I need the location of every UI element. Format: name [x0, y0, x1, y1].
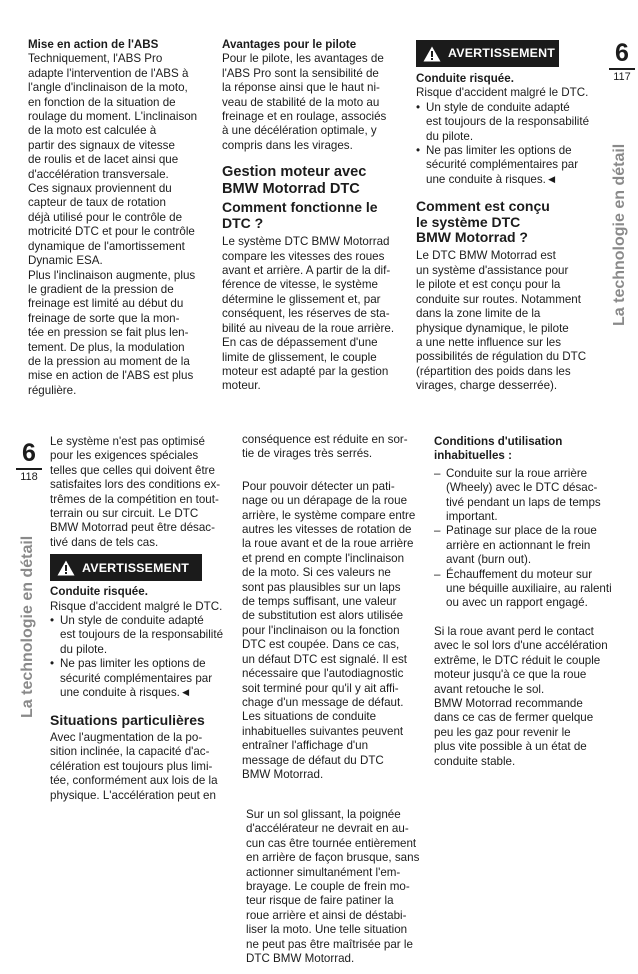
- title-line: DTC ?: [222, 214, 264, 231]
- how-dtc-works-text: [222, 235, 410, 393]
- text-line: telles que celles qui doivent être: [50, 463, 215, 477]
- text-line: • Un style de conduite adapté: [60, 614, 204, 628]
- text-line: nage ou un dérapage de la roue: [242, 494, 408, 508]
- page-number: 117: [613, 71, 631, 83]
- text-line: chage d'un message de défaut.: [242, 695, 404, 709]
- warning-bullet-list: [50, 614, 236, 700]
- text-line: avant et arrière. A partir de la dif-: [222, 264, 391, 278]
- text-line: avant (burn out).: [446, 553, 532, 567]
- bottom-col1: [50, 435, 236, 803]
- text-line: a une nette influence sur les: [416, 335, 562, 349]
- text-line: veau de stabilité de la moto au: [222, 95, 380, 109]
- text-line: cun cas être tournée entièrement: [246, 836, 417, 850]
- dash-list-item: [434, 568, 624, 611]
- text-line: avant retouche le sol.: [434, 682, 545, 696]
- text-line: d'accélérateur ne devrait en au-: [246, 822, 409, 836]
- text-line: Pour pouvoir détecter un pati-: [242, 479, 395, 493]
- text-line: tie de virages très serrés.: [242, 447, 373, 461]
- text-line: et prend en compte l'inclinaison: [242, 551, 405, 565]
- text-line: actionner simultanément l'em-: [246, 865, 401, 879]
- text-line: Pour le pilote, les avantages de: [222, 52, 384, 66]
- text-line: à une décélération optimale, y: [222, 124, 377, 138]
- text-line: inhabituelles suivantes peuvent: [242, 724, 404, 738]
- heading-unusual-conditions: [434, 435, 624, 464]
- text-line: virages, charge desserrée).: [416, 379, 558, 393]
- text-line: une conduite à risques.◄: [426, 172, 558, 186]
- text-line: Le système n'est pas optimisé: [50, 435, 205, 448]
- text-line: tivé pendant un laps de temps: [446, 495, 601, 509]
- bullet-item: [416, 144, 602, 187]
- text-line: sécurité complémentaires par: [426, 158, 579, 172]
- page-number-118: [16, 440, 42, 484]
- text-line: le gradient de la pression de: [28, 282, 174, 296]
- heading-abs-activation: Mise en action de l'ABS: [28, 38, 159, 51]
- abs-activation-text: [28, 52, 213, 398]
- text-line: sition inclinée, la capacité d'ac-: [50, 745, 210, 759]
- text-line: freinage de sorte que la mon-: [28, 311, 180, 325]
- slip-detection-text: [242, 480, 430, 783]
- text-line: Dynamic ESA.: [28, 254, 103, 268]
- text-line: tement. De plus, la modulation: [28, 340, 185, 354]
- text-line: arrière en actionnant le frein: [446, 538, 591, 552]
- title-line: Conditions d'utilisation: [434, 435, 563, 448]
- rider-benefits-text: [222, 52, 410, 153]
- text-line: freinage et en roulage, associés: [222, 110, 387, 124]
- text-line: • Ne pas limiter les options de: [60, 657, 206, 671]
- text-line: en arrière de façon brusque, sans: [246, 851, 420, 865]
- text-line: • Un style de conduite adapté: [426, 100, 570, 114]
- text-line: Le DTC BMW Motorrad est: [416, 249, 556, 263]
- text-line: – Échauffement du moteur sur: [446, 567, 593, 581]
- subsection-title-dtc-design: [416, 199, 602, 245]
- text-line: de temps suffisant, une valeur: [242, 595, 397, 609]
- dtc-design-text: [416, 249, 602, 393]
- text-line: de la moto est calculée à: [28, 124, 157, 138]
- bottom-col2: [242, 433, 430, 782]
- text-line: peu les gaz pour revenir le: [434, 725, 571, 739]
- text-line: En cas de dépassement d'une: [222, 336, 378, 350]
- text-line: de la pression au moment de la: [28, 354, 190, 368]
- text-line: Les situations de conduite: [242, 710, 377, 724]
- text-line: tivé dans de tels cas.: [50, 535, 159, 549]
- text-line: brayage. Le couple de frein mo-: [246, 880, 410, 894]
- text-line: déjà utilisé pour le contrôle de: [28, 210, 183, 224]
- text-line: dans la zone limite de la: [416, 307, 541, 321]
- bullet-item: [416, 101, 602, 144]
- text-line: important.: [446, 510, 498, 524]
- text-line: terrain ou sur circuit. Le DTC: [50, 507, 199, 521]
- text-line: pour les exigences spéciales: [50, 449, 199, 463]
- warning-banner: [416, 40, 559, 67]
- text-line: le pilote et est conçu pour la: [416, 278, 561, 292]
- unusual-conditions-list: [434, 467, 624, 611]
- text-line: (répartition des poids dans les: [416, 364, 571, 378]
- warning-text: Risque d'accident malgré le DTC.: [50, 599, 223, 613]
- bottom-col3: [434, 435, 624, 769]
- text-line: de la moto. Si ces valeurs ne: [242, 566, 391, 580]
- warning-triangle-icon: [423, 46, 441, 62]
- text-line: Si la roue avant perd le contact: [434, 624, 594, 638]
- text-line: teur risque de faire patiner la: [246, 894, 394, 908]
- system-limits-text: [50, 435, 236, 550]
- text-line: • Ne pas limiter les options de: [426, 144, 572, 158]
- text-line: roulage du moment. L'inclinaison: [28, 110, 198, 124]
- text-line: pour l'inclinaison ou la fonction: [242, 623, 400, 637]
- text-line: régulière.: [28, 383, 77, 397]
- text-line: célération est toujours plus limi-: [50, 759, 213, 773]
- slippery-road-text: [246, 808, 436, 966]
- text-line: arrière, le système compare entre: [242, 508, 416, 522]
- text-line: satisfaites lors des conditions ex-: [50, 478, 221, 492]
- text-line: message de défaut du DTC: [242, 753, 384, 767]
- warning-text: Risque d'accident malgré le DTC.: [416, 86, 589, 100]
- text-line: adapte l'intervention de l'ABS à: [28, 66, 189, 80]
- title-line: inhabituelles :: [434, 449, 512, 463]
- text-line: l'angle d'inclinaison de la moto,: [28, 81, 188, 95]
- text-line: sont pas plausibles sur un laps: [242, 580, 401, 594]
- text-line: l'ABS Pro sont la sensibilité de: [222, 66, 379, 80]
- bullet-item: [50, 657, 236, 700]
- text-line: (Wheely) avec le DTC désac-: [446, 481, 598, 495]
- text-line: une conduite à risques.◄: [60, 686, 192, 700]
- warning-triangle-icon: [57, 560, 75, 576]
- tight-bends-text: [242, 433, 430, 462]
- text-line: autres les vitesses de rotation de: [242, 523, 412, 537]
- text-line: entraîner l'affichage d'un: [242, 739, 369, 753]
- page-number-117: [609, 40, 635, 84]
- text-line: conduite sur routes. Notamment: [416, 292, 581, 306]
- text-line: Plus l'inclinaison augmente, plus: [28, 268, 196, 282]
- bullet-item: [50, 614, 236, 657]
- title-line: BMW Motorrad ?: [416, 229, 528, 246]
- warning-banner: [50, 554, 202, 581]
- text-line: compris dans les virages.: [222, 138, 353, 152]
- text-line: motricité DTC et pour le contrôle: [28, 225, 195, 239]
- text-line: Techniquement, l'ABS Pro: [28, 52, 163, 66]
- dash-list-item: [434, 467, 624, 525]
- text-line: sécurité complémentaires par: [60, 671, 213, 685]
- text-line: dynamique de l'amortissement: [28, 239, 185, 253]
- text-line: bilité au niveau de la roue arrière.: [222, 321, 395, 335]
- title-line: Gestion moteur avec: [222, 164, 367, 181]
- text-line: la réponse ainsi que le haut ni-: [222, 81, 380, 95]
- text-line: Sur un sol glissant, la poignée: [246, 808, 401, 821]
- text-line: Le système DTC BMW Motorrad: [222, 235, 390, 249]
- page-number-divider: [609, 68, 635, 70]
- chapter-number: 6: [615, 39, 629, 67]
- warning-label: AVERTISSEMENT: [82, 560, 190, 575]
- text-line: la roue avant et de la roue arrière: [242, 537, 414, 551]
- text-line: roue arrière et ainsi de déstabi-: [246, 908, 407, 922]
- text-line: Ces signaux proviennent du: [28, 182, 172, 196]
- subsection-title-how-dtc-works: [222, 200, 410, 231]
- warning-heading: Conduite risquée.: [416, 72, 514, 85]
- section-title-dtc: [222, 164, 410, 197]
- text-line: dans ce cas de fermer quelque: [434, 711, 594, 725]
- text-line: moteur est adapté par la gestion: [222, 364, 389, 378]
- bottom-extra-block: [246, 808, 436, 966]
- text-line: un système d'assistance pour: [416, 263, 569, 277]
- title-line: BMW Motorrad DTC: [222, 180, 360, 197]
- text-line: plus vite possible à un état de: [434, 740, 587, 754]
- text-line: possibilités de régulation du DTC: [416, 350, 587, 364]
- text-line: de roulis et de lacet ainsi que: [28, 153, 179, 167]
- text-line: ne peut pas être maîtrisée par le: [246, 937, 413, 951]
- warning-heading: Conduite risquée.: [50, 585, 148, 599]
- text-line: DTC BMW Motorrad.: [246, 952, 355, 966]
- special-situations-text: [50, 731, 236, 803]
- text-line: en fonction de la situation de: [28, 95, 176, 109]
- text-line: férence de vitesse, le système: [222, 278, 378, 292]
- title-line: Comment fonctionne le: [222, 199, 378, 216]
- warning-label: AVERTISSEMENT: [448, 46, 556, 61]
- text-line: du pilote.: [426, 129, 474, 143]
- title-line: le système DTC: [416, 213, 521, 230]
- text-line: conséquence est réduite en sor-: [242, 433, 408, 446]
- text-line: est toujours de la responsabilité: [426, 115, 590, 129]
- text-line: BMW Motorrad.: [242, 767, 324, 781]
- text-line: extrême, le DTC réduit le couple: [434, 653, 601, 667]
- text-line: tée en pression se fait plus len-: [28, 326, 189, 340]
- text-line: un défaut DTC est signalé. Il est: [242, 652, 407, 666]
- text-line: est toujours de la responsabilité: [60, 628, 224, 642]
- text-line: compare les vitesses des roues: [222, 249, 385, 263]
- wheelie-text: [434, 625, 624, 769]
- side-chapter-title-top: La technologie en détail: [611, 143, 628, 326]
- text-line: limite de glissement, le couple: [222, 350, 377, 364]
- text-line: moteur jusqu'à ce que la roue: [434, 668, 587, 682]
- text-line: ou avec un rapport engagé.: [446, 596, 588, 610]
- text-line: d'accélération transversale.: [28, 167, 169, 181]
- text-line: soit terminé pour qu'il y ait affi-: [242, 681, 399, 695]
- text-line: – Conduite sur la roue arrière: [446, 466, 588, 480]
- text-line: conséquent, les réserves de sta-: [222, 307, 390, 321]
- text-line: liser la moto. Une telle situation: [246, 923, 408, 937]
- text-line: trêmes de la compétition en tout-: [50, 492, 219, 506]
- text-line: mise en action de l'ABS est plus: [28, 369, 194, 383]
- top-col1: [28, 38, 213, 398]
- heading-rider-benefits: Avantages pour le pilote: [222, 38, 357, 51]
- section-title-special-situations: Situations particulières: [50, 711, 205, 728]
- text-line: capteur de taux de rotation: [28, 196, 166, 210]
- text-line: une béquille auxiliaire, au ralenti: [446, 582, 612, 596]
- text-line: du pilote.: [60, 642, 108, 656]
- dash-list-item: [434, 524, 624, 567]
- top-col2: [222, 38, 410, 394]
- top-col3: [416, 40, 602, 394]
- text-line: Avec l'augmentation de la po-: [50, 730, 203, 744]
- text-line: nécessaire que l'autodiagnostic: [242, 667, 404, 681]
- text-line: – Patinage sur place de la roue: [446, 524, 597, 538]
- page-number-divider: [16, 468, 42, 470]
- warning-bullet-list: [416, 101, 602, 187]
- text-line: BMW Motorrad recommande: [434, 696, 583, 710]
- text-line: moteur.: [222, 379, 261, 393]
- text-line: détermine le glissement et, par: [222, 292, 381, 306]
- title-line: Comment est conçu: [416, 198, 550, 215]
- text-line: avec le sol lors d'une accélération: [434, 639, 608, 653]
- page-number: 118: [20, 471, 38, 483]
- text-line: conduite stable.: [434, 754, 516, 768]
- text-line: physique. L'accélération peut en: [50, 788, 216, 802]
- text-line: BMW Motorrad peut être désac-: [50, 521, 215, 535]
- side-chapter-title-bottom: La technologie en détail: [19, 535, 36, 718]
- text-line: tée, conformément aux lois de la: [50, 774, 218, 788]
- text-line: physique dynamique, le pilote: [416, 321, 569, 335]
- text-line: partir des signaux de vitesse: [28, 138, 175, 152]
- text-line: freinage est limité au début du: [28, 297, 184, 311]
- chapter-number: 6: [22, 439, 36, 467]
- text-line: de substitution est alors utilisée: [242, 609, 404, 623]
- text-line: DTC est coupée. Dans ce cas,: [242, 638, 400, 652]
